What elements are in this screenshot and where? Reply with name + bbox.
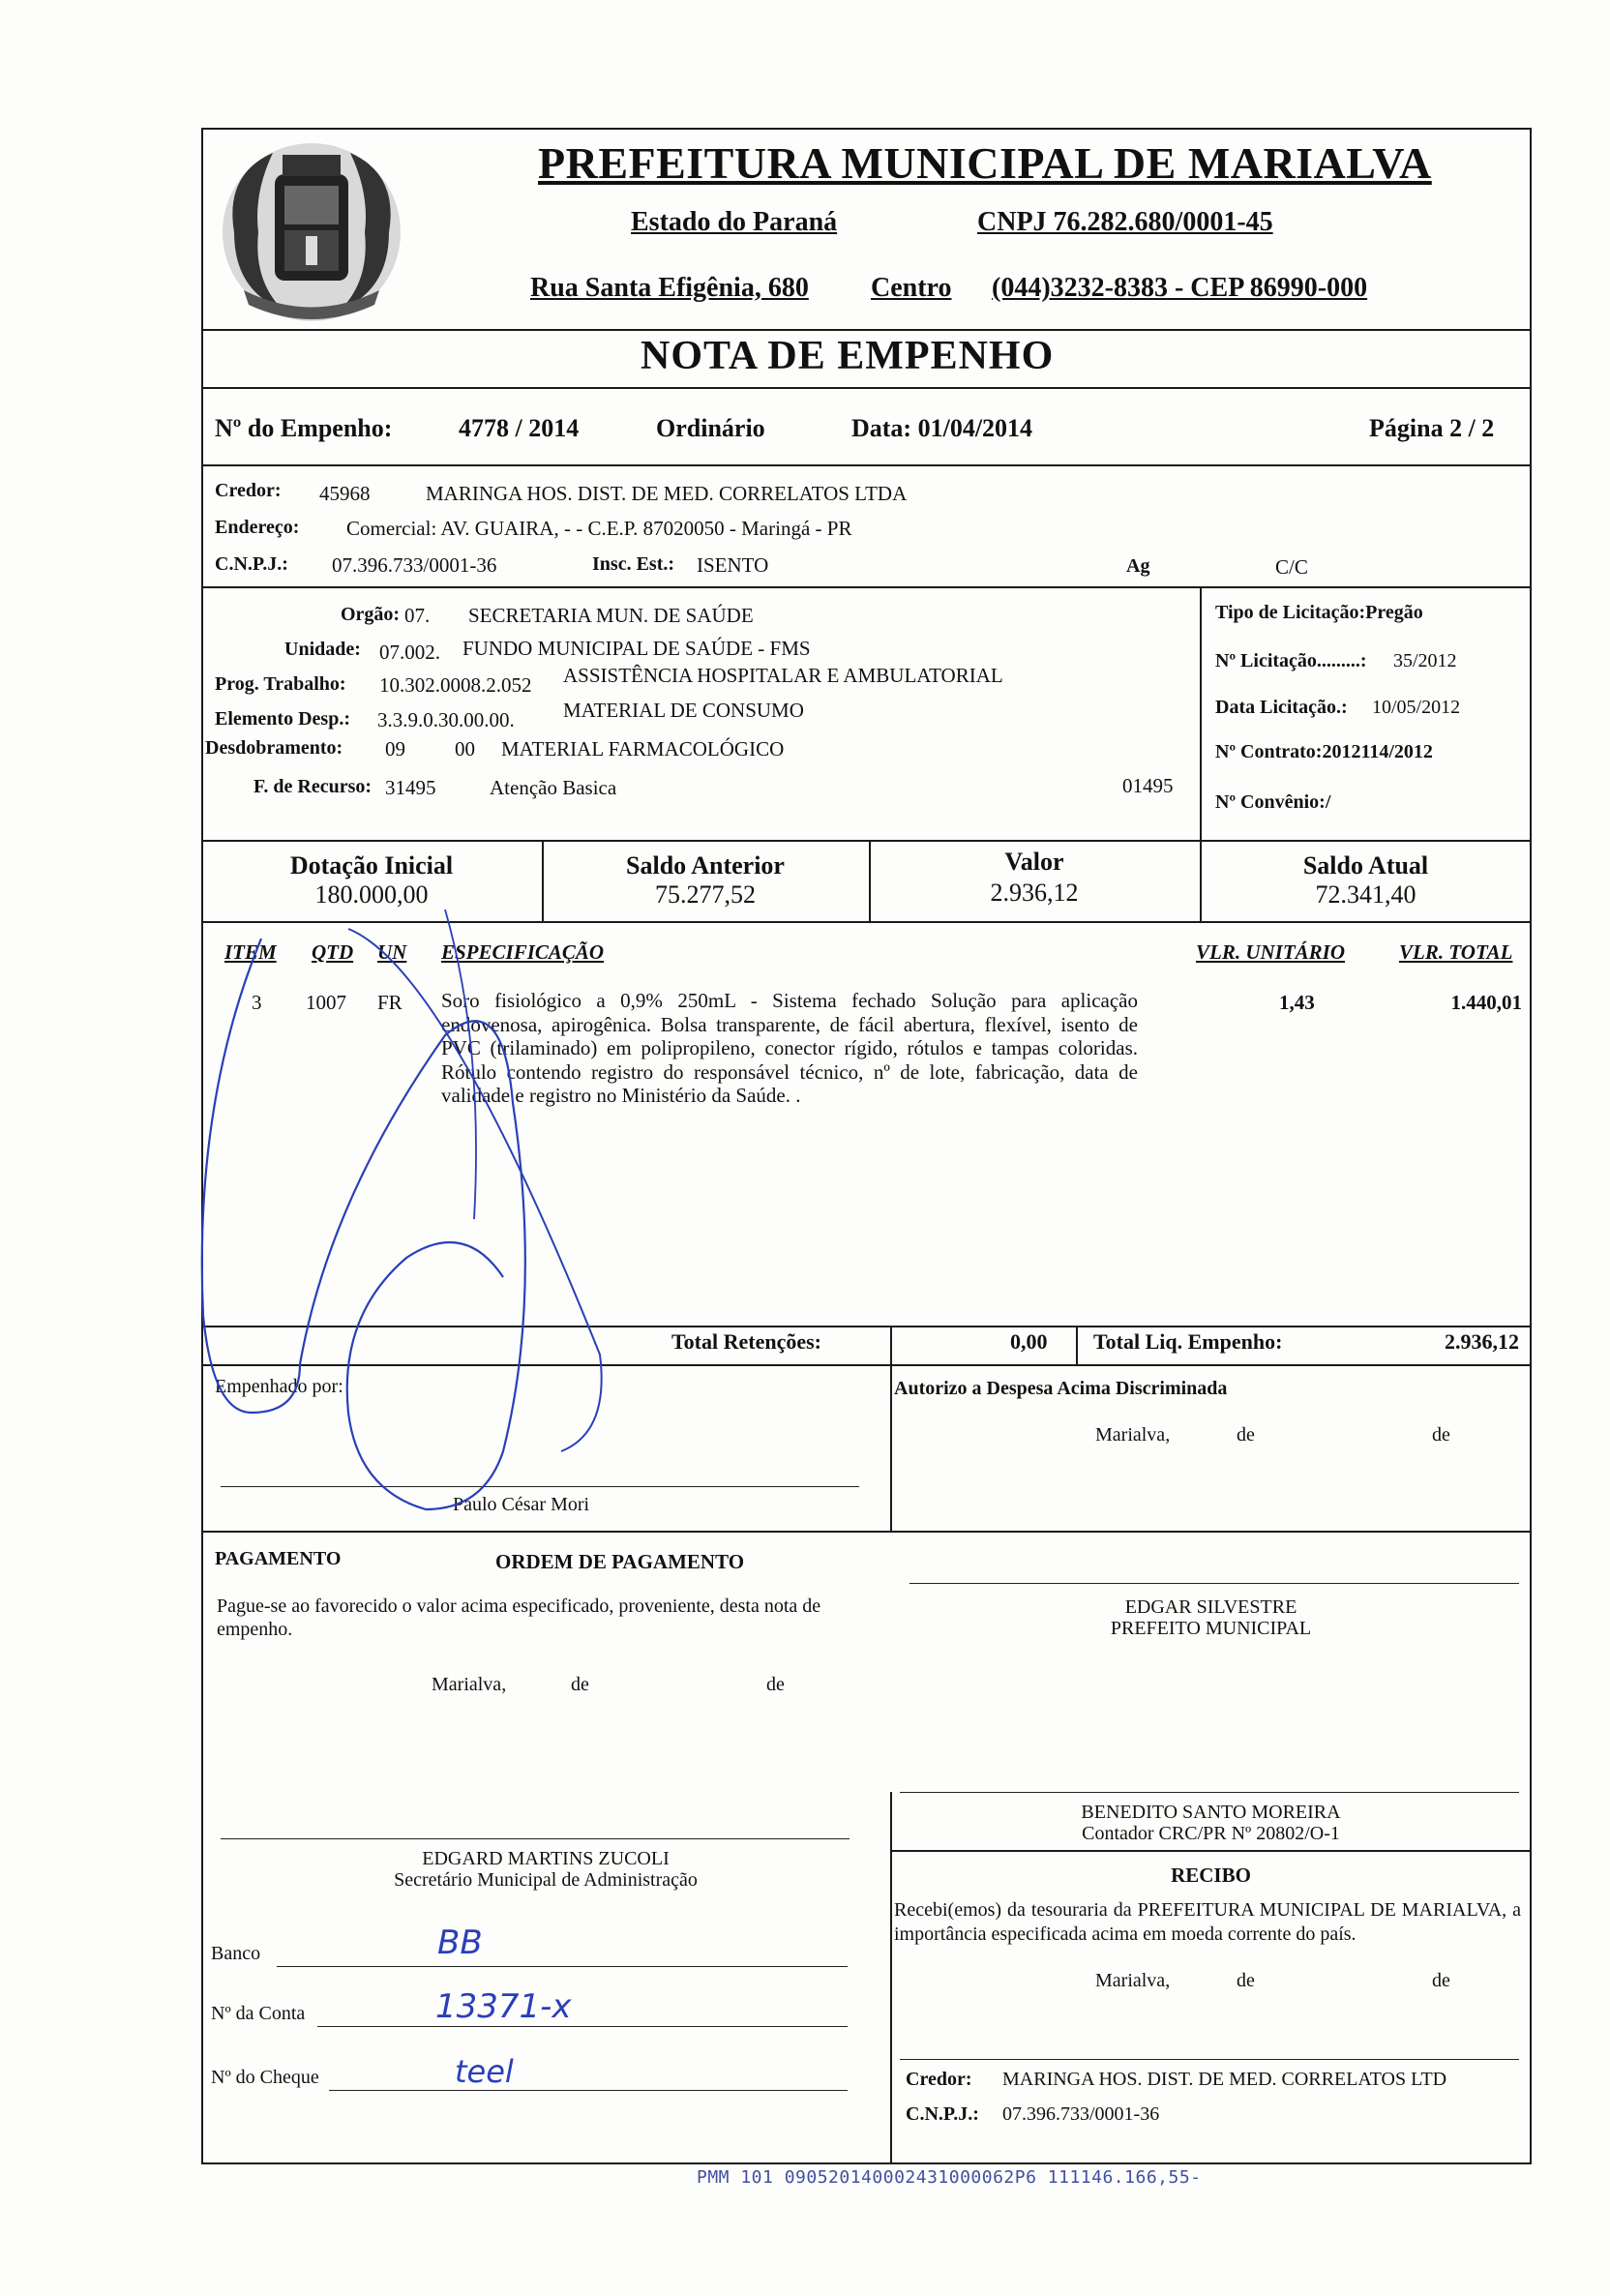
empenhado-name: Paulo César Mori [453, 1494, 590, 1515]
item-spec: Soro fisiológico a 0,9% 250mL - Sistema fechado Solução para aplicação endovenosa, apirogênica. Bolsa transparente, de fácil abertura, flexível, isento de PVC (trilaminado) em polipropileno, conector rígido, rótulos e tampas coloridas. Rótulo contendo registro do responsável técnico, nº de lote, fabricação, data de validade e registro no Ministério da Saúde. . [441, 989, 1138, 1107]
insc-value: ISENTO [697, 553, 769, 577]
empenho-number: 4778 / 2014 [459, 414, 580, 442]
col-vunit: VLR. UNITÁRIO [1196, 940, 1346, 964]
orgao-code: 07. [404, 604, 431, 627]
banco-label: Banco [211, 1943, 261, 1964]
contador-name: BENEDITO SANTO MOREIRA [1081, 1802, 1341, 1823]
pagamento-de-2: de [766, 1674, 785, 1695]
valor-label: Valor [1004, 848, 1064, 876]
pagamento-city: Marialva, [432, 1674, 507, 1695]
saldo-atual-value: 72.341,40 [1315, 880, 1416, 909]
prefeito-signature-line [909, 1583, 1519, 1584]
cnpj-value: 07.396.733/0001-36 [332, 553, 497, 577]
cheque-line [329, 2090, 848, 2091]
prefeito-title: PREFEITO MUNICIPAL [1110, 1618, 1312, 1639]
municipality-cnpj: CNPJ 76.282.680/0001-45 [977, 207, 1273, 237]
col-spec: ESPECIFICAÇÃO [441, 940, 605, 964]
orgao-label: Orgão: [341, 604, 401, 625]
credor-signature-line [900, 2059, 1519, 2060]
pague-se-text: Pague-se ao favorecido o valor acima especificado, proveniente, desta nota de empenho. [217, 1595, 821, 1640]
budget-right-divider [1200, 586, 1202, 840]
autorizo-text: Autorizo a Despesa Acima Discriminada [894, 1378, 1228, 1399]
liq-label: Total Liq. Empenho: [1093, 1329, 1283, 1354]
conta-handwritten: 13371-x [435, 1987, 572, 2026]
credor-footer-label: Credor: [906, 2069, 972, 2090]
divider [890, 1850, 1532, 1852]
prefeito-name: EDGAR SILVESTRE [1124, 1596, 1297, 1618]
desdobramento-label: Desdobramento: [205, 737, 343, 759]
n-contrato: Nº Contrato:2012114/2012 [1215, 741, 1433, 762]
item-vtotal: 1.440,01 [1450, 991, 1522, 1014]
unidade-name: FUNDO MUNICIPAL DE SAÚDE - FMS [462, 637, 811, 660]
recibo-de-2: de [1432, 1970, 1450, 1991]
pagamento-label: PAGAMENTO [215, 1548, 342, 1569]
data-licitacao-value: 10/05/2012 [1372, 697, 1461, 718]
phone-cep: (044)3232-8383 - CEP 86990-000 [992, 273, 1368, 303]
recibo-city: Marialva, [1095, 1970, 1171, 1991]
tipo-licitacao: Tipo de Licitação:Pregão [1215, 602, 1423, 623]
recibo-de-1: de [1237, 1970, 1255, 1991]
state-name: Estado do Paraná [631, 207, 838, 237]
retencoes-divider [1076, 1326, 1078, 1364]
retencoes-divider [890, 1326, 892, 1364]
credor-name: MARINGA HOS. DIST. DE MED. CORRELATOS LTDA [426, 482, 908, 505]
item-vunit: 1,43 [1279, 991, 1315, 1014]
banco-handwritten: BB [437, 1923, 483, 1962]
dotacao-value: 180.000,00 [314, 880, 429, 909]
cheque-handwritten: teel [455, 2053, 514, 2090]
cnpj-footer-label: C.N.P.J.: [906, 2103, 979, 2125]
recibo-title: RECIBO [1171, 1864, 1251, 1887]
saldo-atual-label: Saldo Atual [1302, 851, 1429, 880]
prog-label: Prog. Trabalho: [215, 673, 346, 695]
elemento-label: Elemento Desp.: [215, 708, 350, 730]
elemento-name: MATERIAL DE CONSUMO [563, 699, 804, 722]
coat-of-arms-icon [215, 135, 408, 329]
empenho-type: Ordinário [656, 414, 765, 442]
desdobramento-name: MATERIAL FARMACOLÓGICO [501, 737, 785, 760]
ordem-pagamento-label: ORDEM DE PAGAMENTO [495, 1550, 745, 1573]
divider [201, 329, 1532, 331]
divider [201, 387, 1532, 389]
autorizo-de-2: de [1432, 1424, 1450, 1446]
unidade-label: Unidade: [284, 639, 361, 660]
col-un: UN [377, 940, 407, 964]
unidade-code: 07.002. [379, 641, 440, 664]
banco-line [277, 1966, 848, 1967]
recurso-name: Atenção Basica [490, 776, 617, 799]
signature-divider [890, 1364, 892, 1531]
footer-barcode-text: PMM 101 090520140002431000062P6 111146.166,55- [697, 2167, 1202, 2188]
cc-label: C/C [1275, 555, 1308, 579]
elemento-code: 3.3.9.0.30.00.00. [377, 708, 515, 731]
cnpj-label: C.N.P.J.: [215, 553, 288, 575]
credor-code: 45968 [319, 482, 371, 505]
contador-title: Contador CRC/PR Nº 20802/O-1 [1082, 1823, 1340, 1844]
item-number: 3 [252, 991, 262, 1014]
valor-value: 2.936,12 [990, 879, 1079, 907]
desdobramento-a: 09 [385, 737, 405, 760]
empenho-date: Data: 01/04/2014 [851, 414, 1033, 442]
district-name: Centro [871, 273, 952, 303]
saldo-anterior-value: 75.277,52 [655, 880, 756, 909]
prog-name: ASSISTÊNCIA HOSPITALAR E AMBULATORIAL [563, 664, 1003, 687]
conta-line [317, 2026, 848, 2027]
cheque-label: Nº do Cheque [211, 2067, 319, 2088]
secretario-name: EDGARD MARTINS ZUCOLI [422, 1848, 670, 1869]
secretario-signature-line [221, 1838, 850, 1839]
secretario-title: Secretário Municipal de Administração [394, 1869, 698, 1891]
n-licitacao-value: 35/2012 [1393, 650, 1457, 671]
street-address: Rua Santa Efigênia, 680 [530, 273, 809, 303]
divider [201, 464, 1532, 466]
divider [201, 840, 1532, 842]
endereco-value: Comercial: AV. GUAIRA, - - C.E.P. 87020050 - Maringá - PR [346, 517, 852, 540]
retencoes-label: Total Retenções: [671, 1329, 821, 1354]
col-vtotal: VLR. TOTAL [1399, 940, 1513, 964]
data-licitacao-label: Data Licitação.: [1215, 697, 1348, 718]
empenho-label: Nº do Empenho: [215, 414, 393, 442]
col-qtd: QTD [312, 940, 354, 964]
credor-label: Credor: [215, 480, 282, 501]
orgao-name: SECRETARIA MUN. DE SAÚDE [468, 604, 754, 627]
dotacao-label: Dotação Inicial [289, 851, 454, 880]
desdobramento-b: 00 [455, 737, 475, 760]
endereco-label: Endereço: [215, 517, 300, 538]
autorizo-de-1: de [1237, 1424, 1255, 1446]
municipality-title: PREFEITURA MUNICIPAL DE MARIALVA [538, 138, 1432, 188]
liq-value: 2.936,12 [1445, 1329, 1519, 1354]
prog-code: 10.302.0008.2.052 [379, 673, 532, 697]
contador-signature-line [900, 1792, 1519, 1793]
credor-footer-name: MARINGA HOS. DIST. DE MED. CORRELATOS LTD [1002, 2069, 1447, 2090]
autorizo-city: Marialva, [1095, 1424, 1171, 1446]
saldo-anterior-label: Saldo Anterior [626, 851, 785, 880]
cnpj-footer-value: 07.396.733/0001-36 [1002, 2103, 1160, 2125]
retencoes-value: 0,00 [1010, 1329, 1048, 1354]
recibo-divider [890, 1792, 892, 2164]
pagamento-de-1: de [571, 1674, 589, 1695]
recurso-code: 31495 [385, 776, 436, 799]
n-convenio: Nº Convênio:/ [1215, 791, 1331, 813]
divider [201, 1531, 1532, 1533]
signature-scribble-icon [194, 909, 639, 1529]
n-licitacao-label: Nº Licitação.........: [1215, 650, 1367, 671]
recibo-text: Recebi(emos) da tesouraria da PREFEITURA MUNICIPAL DE MARIALVA, a importância especificada acima em moeda corrente do país. [894, 1899, 1521, 1945]
recurso-right-code: 01495 [1122, 774, 1174, 797]
item-qtd: 1007 [306, 991, 346, 1014]
item-un: FR [377, 991, 402, 1014]
recurso-label: F. de Recurso: [253, 776, 373, 797]
document-title: NOTA DE EMPENHO [641, 334, 1055, 378]
ag-label: Ag [1126, 555, 1150, 577]
divider [201, 586, 1532, 588]
page-number: Página 2 / 2 [1369, 414, 1495, 442]
col-item: ITEM [224, 940, 277, 964]
conta-label: Nº da Conta [211, 2003, 306, 2024]
empenhado-label: Empenhado por: [215, 1376, 343, 1397]
insc-label: Insc. Est.: [592, 553, 675, 575]
